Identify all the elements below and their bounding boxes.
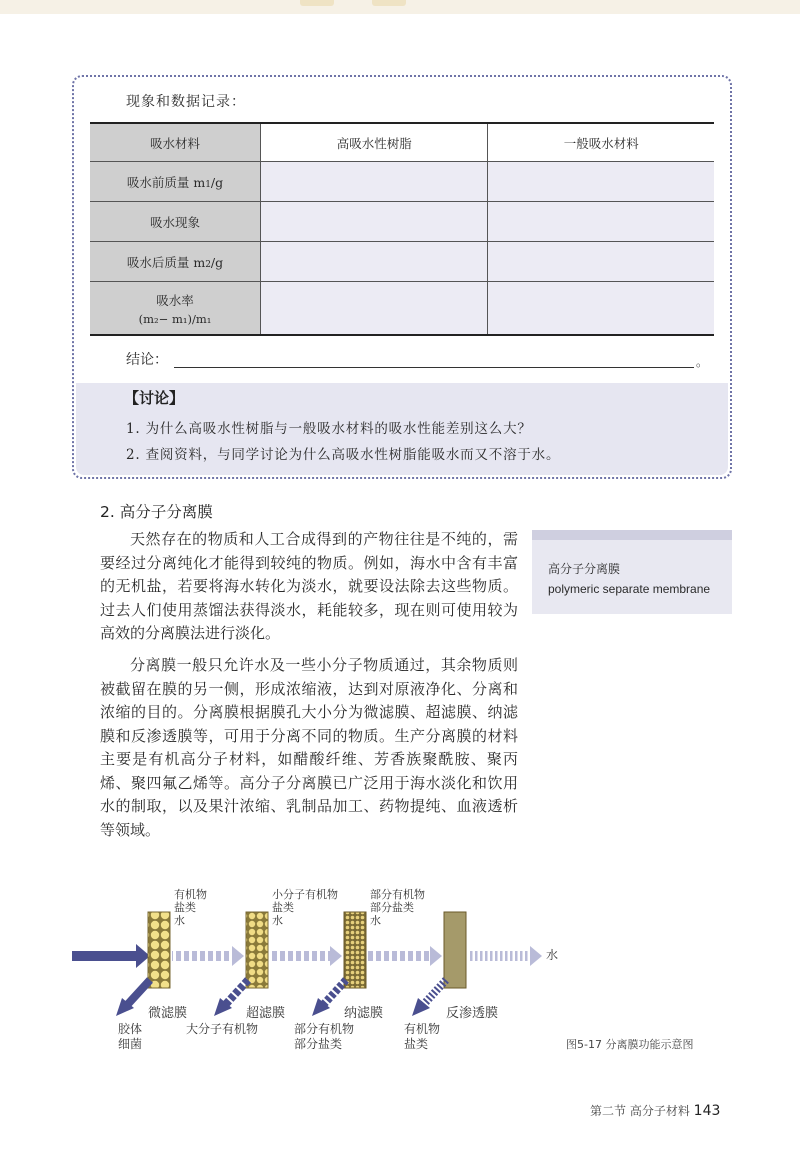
paragraph-2: 分离膜一般只允许水及一些小分子物质通过，其余物质则被截留在膜的另一侧，形成浓缩液，达到对原液净化、分离和浓缩的目的。分离膜根据膜孔大小分为微滤膜、超滤膜、纳滤膜和反渗透膜等，可用于分离不同的物质。生产分离膜的材料主要是有机高分子材料，如醋酸纤维、芳香族聚酰胺、聚丙烯、聚四氟乙烯等。高分子分离膜已广泛用于海水淡化和饮用水的制取，以及果汁浓缩、乳制品加工、药物提纯、血液透析等领域。	[100, 656, 518, 839]
footer-section: 第二节 高分子材料	[590, 1104, 690, 1118]
row-label-sub: 2	[205, 259, 211, 270]
table-cell	[261, 202, 488, 242]
rate-label-line1: 吸水率	[156, 292, 194, 308]
reject-label-group	[404, 1022, 440, 1052]
table-header-cell: 一般吸水材料	[488, 123, 714, 162]
membrane-label: 反渗透膜	[446, 1006, 499, 1021]
row-label-unit: /g	[210, 254, 224, 270]
reject-label: 胶体	[118, 1022, 143, 1036]
inlet-arrow-shaft	[72, 951, 138, 961]
pass-label: 水	[174, 914, 185, 927]
reject-arrow-2	[214, 980, 248, 1016]
membrane-label: 超滤膜	[246, 1006, 286, 1021]
record-table	[90, 122, 714, 336]
margin-term-en: polymeric separate membrane	[548, 582, 711, 596]
conclusion-period: 。	[696, 355, 709, 369]
reject-label: 大分子有机物	[186, 1022, 259, 1036]
final-pass-label: 水	[546, 948, 559, 962]
margin-box-band	[532, 530, 732, 540]
table-header-cell: 高吸水性树脂	[261, 123, 488, 162]
pass-label: 部分盐类	[370, 901, 414, 914]
figure-caption: 图5-17 分离膜功能示意图	[566, 1038, 694, 1051]
table-cell	[488, 242, 714, 282]
row-label-sub: 1	[205, 179, 211, 190]
reverse-osmosis-membrane	[444, 912, 466, 988]
table-header-row	[90, 123, 714, 162]
pass-label: 盐类	[272, 901, 294, 914]
reject-label: 部分盐类	[294, 1037, 343, 1051]
table-row	[90, 242, 714, 282]
table-cell	[261, 242, 488, 282]
pass-arrow-4-head	[530, 946, 542, 966]
table-cell	[488, 162, 714, 202]
pass-label-group	[272, 888, 338, 927]
pass-arrow-2-head	[330, 946, 342, 966]
membrane-label: 纳滤膜	[344, 1006, 384, 1021]
margin-term-cn: 高分子分离膜	[548, 562, 621, 576]
reject-arrow-4	[412, 980, 446, 1016]
table-header-cell: 吸水材料	[90, 123, 261, 162]
table-row	[90, 282, 714, 336]
reject-label: 细菌	[118, 1037, 143, 1051]
discussion-title: 【讨论】	[124, 389, 185, 407]
pass-label: 水	[272, 914, 283, 927]
pass-label: 部分有机物	[370, 888, 425, 901]
ultrafiltration-membrane	[246, 912, 268, 988]
reject-label: 部分有机物	[294, 1022, 355, 1036]
table-cell	[261, 162, 488, 202]
reject-label: 有机物	[404, 1022, 441, 1036]
table-cell	[488, 282, 714, 336]
row-label: 吸水现象	[90, 202, 261, 242]
paragraph-1: 天然存在的物质和人工合成得到的产物往往是不纯的，需要经过分离纯化才能得到较纯的物质。例如，海水中含有丰富的无机盐，若要将海水转化为淡水，就要设法除去这些物质。过去人们使用蒸馏法获得淡水，耗能较多，现在则可使用较为高效的分离膜法进行淡化。	[100, 530, 518, 642]
table-cell	[261, 282, 488, 336]
pass-arrow-4	[468, 951, 530, 961]
pass-arrow-2	[270, 951, 330, 961]
pass-label-group	[174, 888, 207, 927]
pass-label: 盐类	[174, 901, 196, 914]
table-cell	[488, 202, 714, 242]
reject-label: 盐类	[404, 1037, 429, 1051]
nanofiltration-membrane	[344, 912, 366, 988]
section-title: 2. 高分子分离膜	[100, 503, 213, 521]
experiment-box	[72, 75, 732, 479]
row-label-main: 吸水后质量 m	[126, 254, 206, 270]
pass-arrow-3-head	[430, 946, 442, 966]
row-label-main: 吸水前质量 m	[126, 174, 206, 190]
discussion-question: 1. 为什么高吸水性树脂与一般吸水材料的吸水性能差别这么大？	[126, 421, 532, 437]
row-label	[90, 242, 261, 282]
pass-arrow-1-head	[232, 946, 244, 966]
reject-arrow-1	[116, 980, 150, 1016]
record-title: 现象和数据记录：	[126, 94, 246, 110]
pass-label: 小分子有机物	[272, 888, 338, 901]
pass-label-group	[370, 888, 425, 927]
reject-arrow-3	[312, 980, 346, 1016]
pass-label: 有机物	[174, 888, 207, 901]
membrane-figure	[0, 880, 800, 1060]
margin-term-box	[532, 530, 732, 614]
reject-label-group	[186, 1022, 258, 1037]
discussion-question: 2. 查阅资料，与同学讨论为什么高吸水性树脂能吸水而又不溶于水。	[126, 447, 561, 463]
pass-label: 水	[370, 914, 381, 927]
reject-label-group	[294, 1022, 354, 1052]
membrane-label: 微滤膜	[148, 1006, 188, 1021]
conclusion-label: 结论：	[126, 352, 168, 368]
top-tab-left	[300, 0, 334, 6]
row-label	[90, 162, 261, 202]
microfiltration-membrane	[148, 912, 170, 988]
pass-arrow-1	[172, 951, 232, 961]
top-tab-right	[372, 0, 406, 6]
table-row	[90, 202, 714, 242]
row-label	[90, 282, 261, 336]
page-footer	[590, 1102, 720, 1119]
rate-label-formula: (m₂− m₁)/m₁	[138, 311, 212, 326]
reject-label-group	[118, 1022, 142, 1052]
page-number: 143	[693, 1103, 721, 1119]
row-label-unit: /g	[210, 174, 224, 190]
table-row	[90, 162, 714, 202]
conclusion-blank-line	[174, 367, 694, 368]
pass-arrow-3	[368, 951, 430, 961]
